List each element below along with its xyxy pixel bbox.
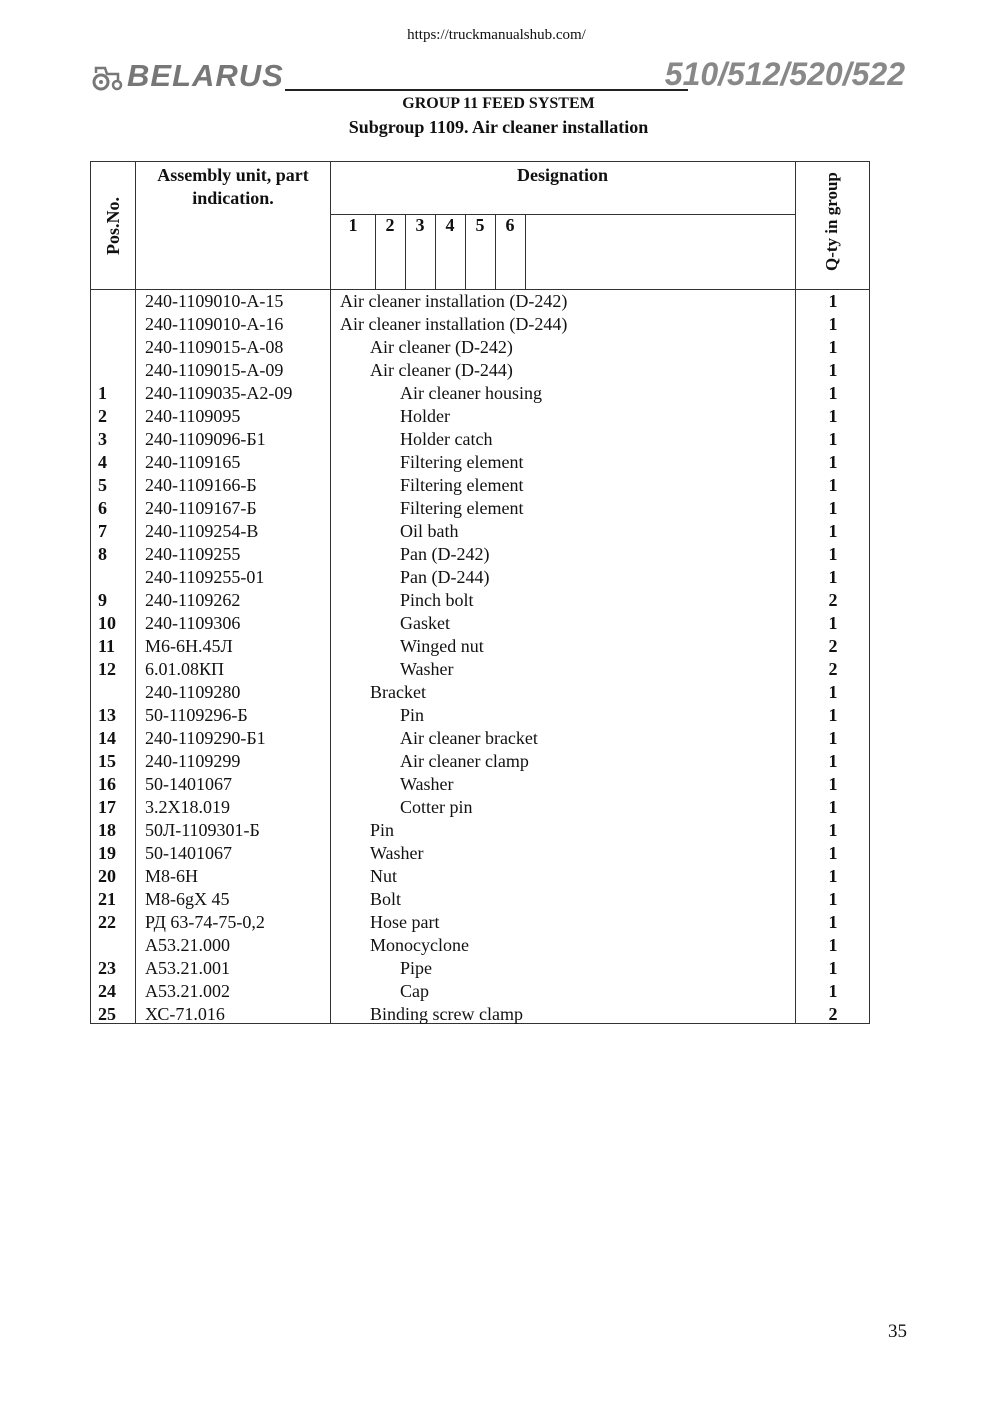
row-part-number: 240-1109015-A-08 [145,337,284,357]
row-part-number: 3.2Х18.019 [145,797,230,817]
table-row [91,842,871,865]
table-row [91,934,871,957]
table-row [91,290,871,313]
row-designation: Bolt [370,889,402,909]
row-pos-no: 12 [98,659,116,679]
row-pos-no: 20 [98,866,116,886]
level-3: 3 [415,215,425,235]
row-designation: Pinch bolt [400,590,474,610]
table-row [91,796,871,819]
level-4: 4 [445,215,455,235]
table-row [91,773,871,796]
row-designation: Cap [400,981,429,1001]
row-part-number: 240-1109010-A-15 [145,291,284,311]
brand-name: BELARUS [127,58,284,93]
row-quantity: 1 [828,521,838,541]
row-designation: Nut [370,866,397,886]
row-quantity: 1 [828,314,838,334]
row-part-number: 50Л-1109301-Б [145,820,260,840]
row-designation: Air cleaner installation (D-244) [340,314,568,334]
row-quantity: 1 [828,452,838,472]
table-row [91,750,871,773]
row-quantity: 1 [828,820,838,840]
table-row [91,497,871,520]
header-designation: Designation [516,165,608,185]
model-numbers: 510/512/520/522 [664,56,905,92]
row-part-number: 240-1109306 [145,613,241,633]
row-part-number: 240-1109015-A-09 [145,360,284,380]
table-row [91,543,871,566]
table-row [91,382,871,405]
row-part-number: М8-6gХ 45 [145,889,230,909]
row-part-number: 240-1109096-Б1 [145,429,266,449]
row-designation: Pan (D-244) [400,567,490,587]
level-1: 1 [348,215,358,235]
brand-logo [92,58,284,94]
row-pos-no: 24 [98,981,116,1001]
row-part-number: М6-6Н.45Л [145,636,233,656]
row-quantity: 2 [828,659,838,679]
row-quantity: 1 [828,291,838,311]
row-part-number: А53.21.002 [145,981,230,1001]
row-designation: Holder catch [400,429,493,449]
row-pos-no: 4 [98,452,107,472]
table-row [91,980,871,1003]
row-pos-no: 19 [98,843,116,863]
row-part-number: 240-1109262 [145,590,241,610]
table-row [91,405,871,428]
row-quantity: 2 [828,590,838,610]
source-url[interactable]: https://truckmanualshub.com/ [407,27,586,43]
row-part-number: ХС-71.016 [145,1004,225,1024]
row-designation: Binding screw clamp [370,1004,523,1024]
row-pos-no: 8 [98,544,107,564]
row-quantity: 1 [828,797,838,817]
header-rule [285,89,688,91]
table-row [91,888,871,911]
row-pos-no: 9 [98,590,107,610]
table-row [91,658,871,681]
row-quantity: 1 [828,383,838,403]
level-5: 5 [475,215,485,235]
table-row [91,819,871,842]
page-number: 35 [888,1321,907,1342]
row-designation: Gasket [400,613,450,633]
row-pos-no: 23 [98,958,116,978]
row-pos-no: 11 [98,636,116,656]
row-quantity: 1 [828,958,838,978]
row-quantity: 1 [828,360,838,380]
level-2: 2 [385,215,395,235]
row-designation: Oil bath [400,521,459,541]
row-designation: Bracket [370,682,426,702]
row-designation: Cotter pin [400,797,473,817]
row-pos-no: 1 [98,383,107,403]
row-designation: Air cleaner clamp [400,751,529,771]
row-part-number: 6.01.08КП [145,659,225,679]
row-pos-no: 18 [98,820,116,840]
table-row [91,681,871,704]
row-part-number: 240-1109254-В [145,521,259,541]
row-pos-no: 16 [98,774,116,794]
table-row [91,359,871,382]
row-part-number: 240-1109255-01 [145,567,265,587]
table-row [91,451,871,474]
row-part-number: 240-1109299 [145,751,241,771]
row-quantity: 1 [828,337,838,357]
row-quantity: 1 [828,728,838,748]
row-pos-no: 10 [98,613,116,633]
table-row [91,635,871,658]
row-designation: Pin [370,820,395,840]
tractor-icon [92,60,124,92]
row-quantity: 1 [828,567,838,587]
row-part-number: 240-1109166-Б [145,475,257,495]
row-part-number: 240-1109165 [145,452,241,472]
table-row [91,336,871,359]
table-row [91,957,871,980]
row-pos-no: 21 [98,889,116,909]
row-quantity: 1 [828,682,838,702]
row-quantity: 1 [828,406,838,426]
row-designation: Air cleaner bracket [400,728,538,748]
parts-table [90,161,870,1024]
table-row [91,911,871,934]
level-divider [525,214,526,289]
row-designation: Monocyclone [370,935,469,955]
row-pos-no: 22 [98,912,116,932]
row-pos-no: 3 [98,429,107,449]
row-pos-no: 13 [98,705,116,725]
row-part-number: 240-1109290-Б1 [145,728,266,748]
row-part-number: 240-1109095 [145,406,241,426]
row-part-number: 50-1401067 [145,774,232,794]
row-part-number: 240-1109255 [145,544,241,564]
row-quantity: 1 [828,981,838,1001]
table-row [91,428,871,451]
table-row [91,612,871,635]
row-pos-no: 17 [98,797,116,817]
table-row [91,474,871,497]
row-designation: Air cleaner housing [400,383,542,403]
row-part-number: 50-1109296-Б [145,705,248,725]
row-quantity: 1 [828,751,838,771]
row-designation: Filtering element [400,452,524,472]
row-designation: Winged nut [400,636,484,656]
row-quantity: 1 [828,912,838,932]
table-row [91,1003,871,1026]
row-quantity: 1 [828,889,838,909]
row-designation: Air cleaner (D-242) [370,337,513,357]
row-part-number: 50-1401067 [145,843,232,863]
row-quantity: 1 [828,429,838,449]
row-quantity: 1 [828,774,838,794]
row-designation: Filtering element [400,475,524,495]
row-quantity: 1 [828,705,838,725]
row-pos-no: 2 [98,406,107,426]
level-6: 6 [505,215,515,235]
row-designation: Filtering element [400,498,524,518]
row-designation: Hose part [370,912,440,932]
row-designation: Holder [400,406,450,426]
subgroup-title: Subgroup 1109. Air cleaner installation [348,117,649,137]
table-row [91,589,871,612]
row-quantity: 1 [828,498,838,518]
row-quantity: 1 [828,866,838,886]
row-pos-no: 6 [98,498,107,518]
group-title: GROUP 11 FEED SYSTEM [402,95,595,112]
table-row [91,704,871,727]
row-designation: Pipe [400,958,433,978]
table-row [91,313,871,336]
row-pos-no: 14 [98,728,116,748]
row-part-number: 240-1109167-Б [145,498,257,518]
row-designation: Air cleaner installation (D-242) [340,291,568,311]
row-designation: Pin [400,705,425,725]
row-pos-no: 7 [98,521,107,541]
row-quantity: 1 [828,475,838,495]
row-pos-no: 5 [98,475,107,495]
row-quantity: 1 [828,843,838,863]
row-part-number: 240-1109035-A2-09 [145,383,293,403]
row-quantity: 2 [828,1004,838,1024]
row-part-number: 240-1109010-A-16 [145,314,284,334]
row-pos-no: 25 [98,1004,116,1024]
row-designation: Washer [370,843,424,863]
table-row [91,727,871,750]
row-designation: Air cleaner (D-244) [370,360,513,380]
table-row [91,865,871,888]
row-pos-no: 15 [98,751,116,771]
row-quantity: 1 [828,935,838,955]
row-part-number: 240-1109280 [145,682,241,702]
row-part-number: А53.21.001 [145,958,230,978]
row-designation: Washer [400,774,454,794]
row-part-number: А53.21.000 [145,935,230,955]
row-quantity: 2 [828,636,838,656]
row-designation: Washer [400,659,454,679]
row-quantity: 1 [828,544,838,564]
table-row [91,566,871,589]
header-qty: Q-ty in group [822,172,841,271]
header-pos-no: Pos.No. [103,197,123,255]
table-row [91,520,871,543]
row-quantity: 1 [828,613,838,633]
row-part-number: М8-6Н [145,866,198,886]
header-part: Assembly unit, part indication. [157,165,309,208]
row-designation: Pan (D-242) [400,544,490,564]
row-part-number: РД 63-74-75-0,2 [145,912,265,932]
